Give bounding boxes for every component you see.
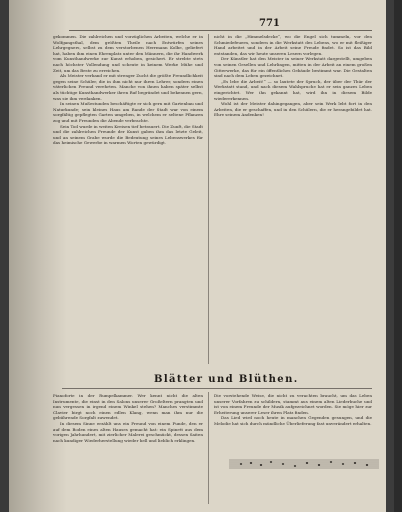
column-left-bottom	[53, 393, 203, 505]
section-title-rule	[62, 388, 372, 389]
column-left-top	[53, 34, 203, 367]
column-divider	[208, 34, 209, 364]
paragraph: Die vorstehende Weise, die nicht zu verachten braucht, um das Leben unserer Vorfahren zu schildern, stammt aus einem alten Liederbuche und ist von einem Freunde der Musik aufgezeichnet worden. Sie möge hier zur Erheiterung unserer Leser ihren Platz finden.	[214, 393, 372, 415]
paragraph: Als Meister verband er mit strenger Zucht die größte Freundlichkeit gegen seine Schüler, die in ihm nicht nur ihren Lehrer, sondern einen väterlichen Freund verehrten. Manche von ihnen haben später selbst als tüchtige Kunsthandwerker ihren Ruf begründet und bekennen gern, was sie ihm verdanken.	[53, 73, 203, 101]
book-binding	[0, 0, 9, 512]
paragraph: Der Künstler hat den Meister in seiner Werkstatt dargestellt, umgeben von seinen Gesellen und Lehrlingen, mitten in der Arbeit an einem großen Gitterwerke, das für ein öffentliches Gebäude bestimmt war. Die Gestalten sind nach dem Leben gezeichnet.	[214, 56, 372, 79]
page-number: 771	[259, 18, 280, 29]
paragraph: In seinen Mußestunden beschäftigte er sich gern mit Gartenbau und Naturkunde; sein kleines Haus am Rande der Stadt war von einem sorgfältig gepflegten Garten umgeben, in welchem er seltene Pflanzen zog und mit Freunden die Abende verbrachte.	[53, 101, 203, 123]
paragraph: nicht in die „Himmelsdecke“, wo die Engel sich tummeln, vor den Schmiedefeuern, sondern in die Werkstatt des Lebens, wo er mit fleißiger Hand arbeitet und in der Arbeit seine Freude findet. So ist das Bild entstanden, das wir heute unseren Lesern vorlegen.	[214, 34, 372, 56]
music-staff	[229, 459, 379, 470]
paragraph: Das Lied wird noch heute in manchen Gegenden gesungen, und die Melodie hat sich durch mündliche Überlieferung fast unverändert erhalten.	[214, 415, 372, 426]
book-page	[9, 0, 394, 512]
column-right-top	[214, 34, 372, 367]
paragraph: Pianoforte in der Rumpelkammer. Wer kennt nicht die alten Instrumente, die einst in den Salons unserer Großeltern prangten und nun vergessen in irgend einem Winkel stehen? Manches verstimmte Clavier birgt noch einen edlen Klang, wenn man ihm nur die gebührende Sorgfalt zuwendet.	[53, 393, 203, 421]
paragraph: In diesem Sinne erzählt uns ein Freund von einem Funde, den er auf dem Boden eines alten Hauses gemacht hat: ein Spinett aus dem vorigen Jahrhundert, mit zierlicher Malerei geschmückt, dessen Saiten nach kundiger Wiederherstellung wieder hell und lieblich erklingen.	[53, 420, 203, 443]
column-right-bottom	[214, 393, 372, 457]
page-right-edge	[386, 0, 394, 512]
paragraph: gekommen. Die zahlreichen und vorzüglichen Arbeiten, welche er in Wolfgangsthal, dem größten Theile nach Entwürfen seines Lehrgegners, selbst zu dem verstorbenen Herrmann Kolbe, geliefert hat, haben ihm einen Ehrenplatz unter den Männern, die ihr Handwerk vom Kunsthandwerke zur Kunst erhoben, gesichert. Er strebte stets nach höchster Vollendung und scheute in keinem Werke Mühe und Zeit, um das Beste zu erreichen.	[53, 34, 203, 73]
paragraph: „Es lebe die Arbeit!“ — so lautete der Spruch, der über der Thür der Werkstatt stand, und nach diesem Wahlspruche hat er sein ganzes Leben eingerichtet. Wer ihn gekannt hat, wird ihn in diesem Bilde wiedererkennen.	[214, 78, 372, 101]
paragraph: Wohl ist der Meister dahingegangen, aber sein Werk lebt fort in den Arbeiten, die er geschaffen, und in den Schülern, die er herangebildet hat. Ehre seinem Andenken!	[214, 101, 372, 118]
header-rule	[69, 30, 372, 31]
page-header	[69, 18, 372, 30]
column-divider-bottom	[208, 392, 209, 504]
section-title: Blätter und Blüthen.	[154, 374, 299, 385]
paragraph: Sein Tod wurde in weiten Kreisen tief betrauert. Die Zunft, die Stadt und die zahlreichen Freunde der Kunst gaben ihm das letzte Geleit, und an seinem Grabe wurde die Bedeutung seines Lebenswerkes für das heimische Gewerbe in warmen Worten gewürdigt.	[53, 123, 203, 146]
